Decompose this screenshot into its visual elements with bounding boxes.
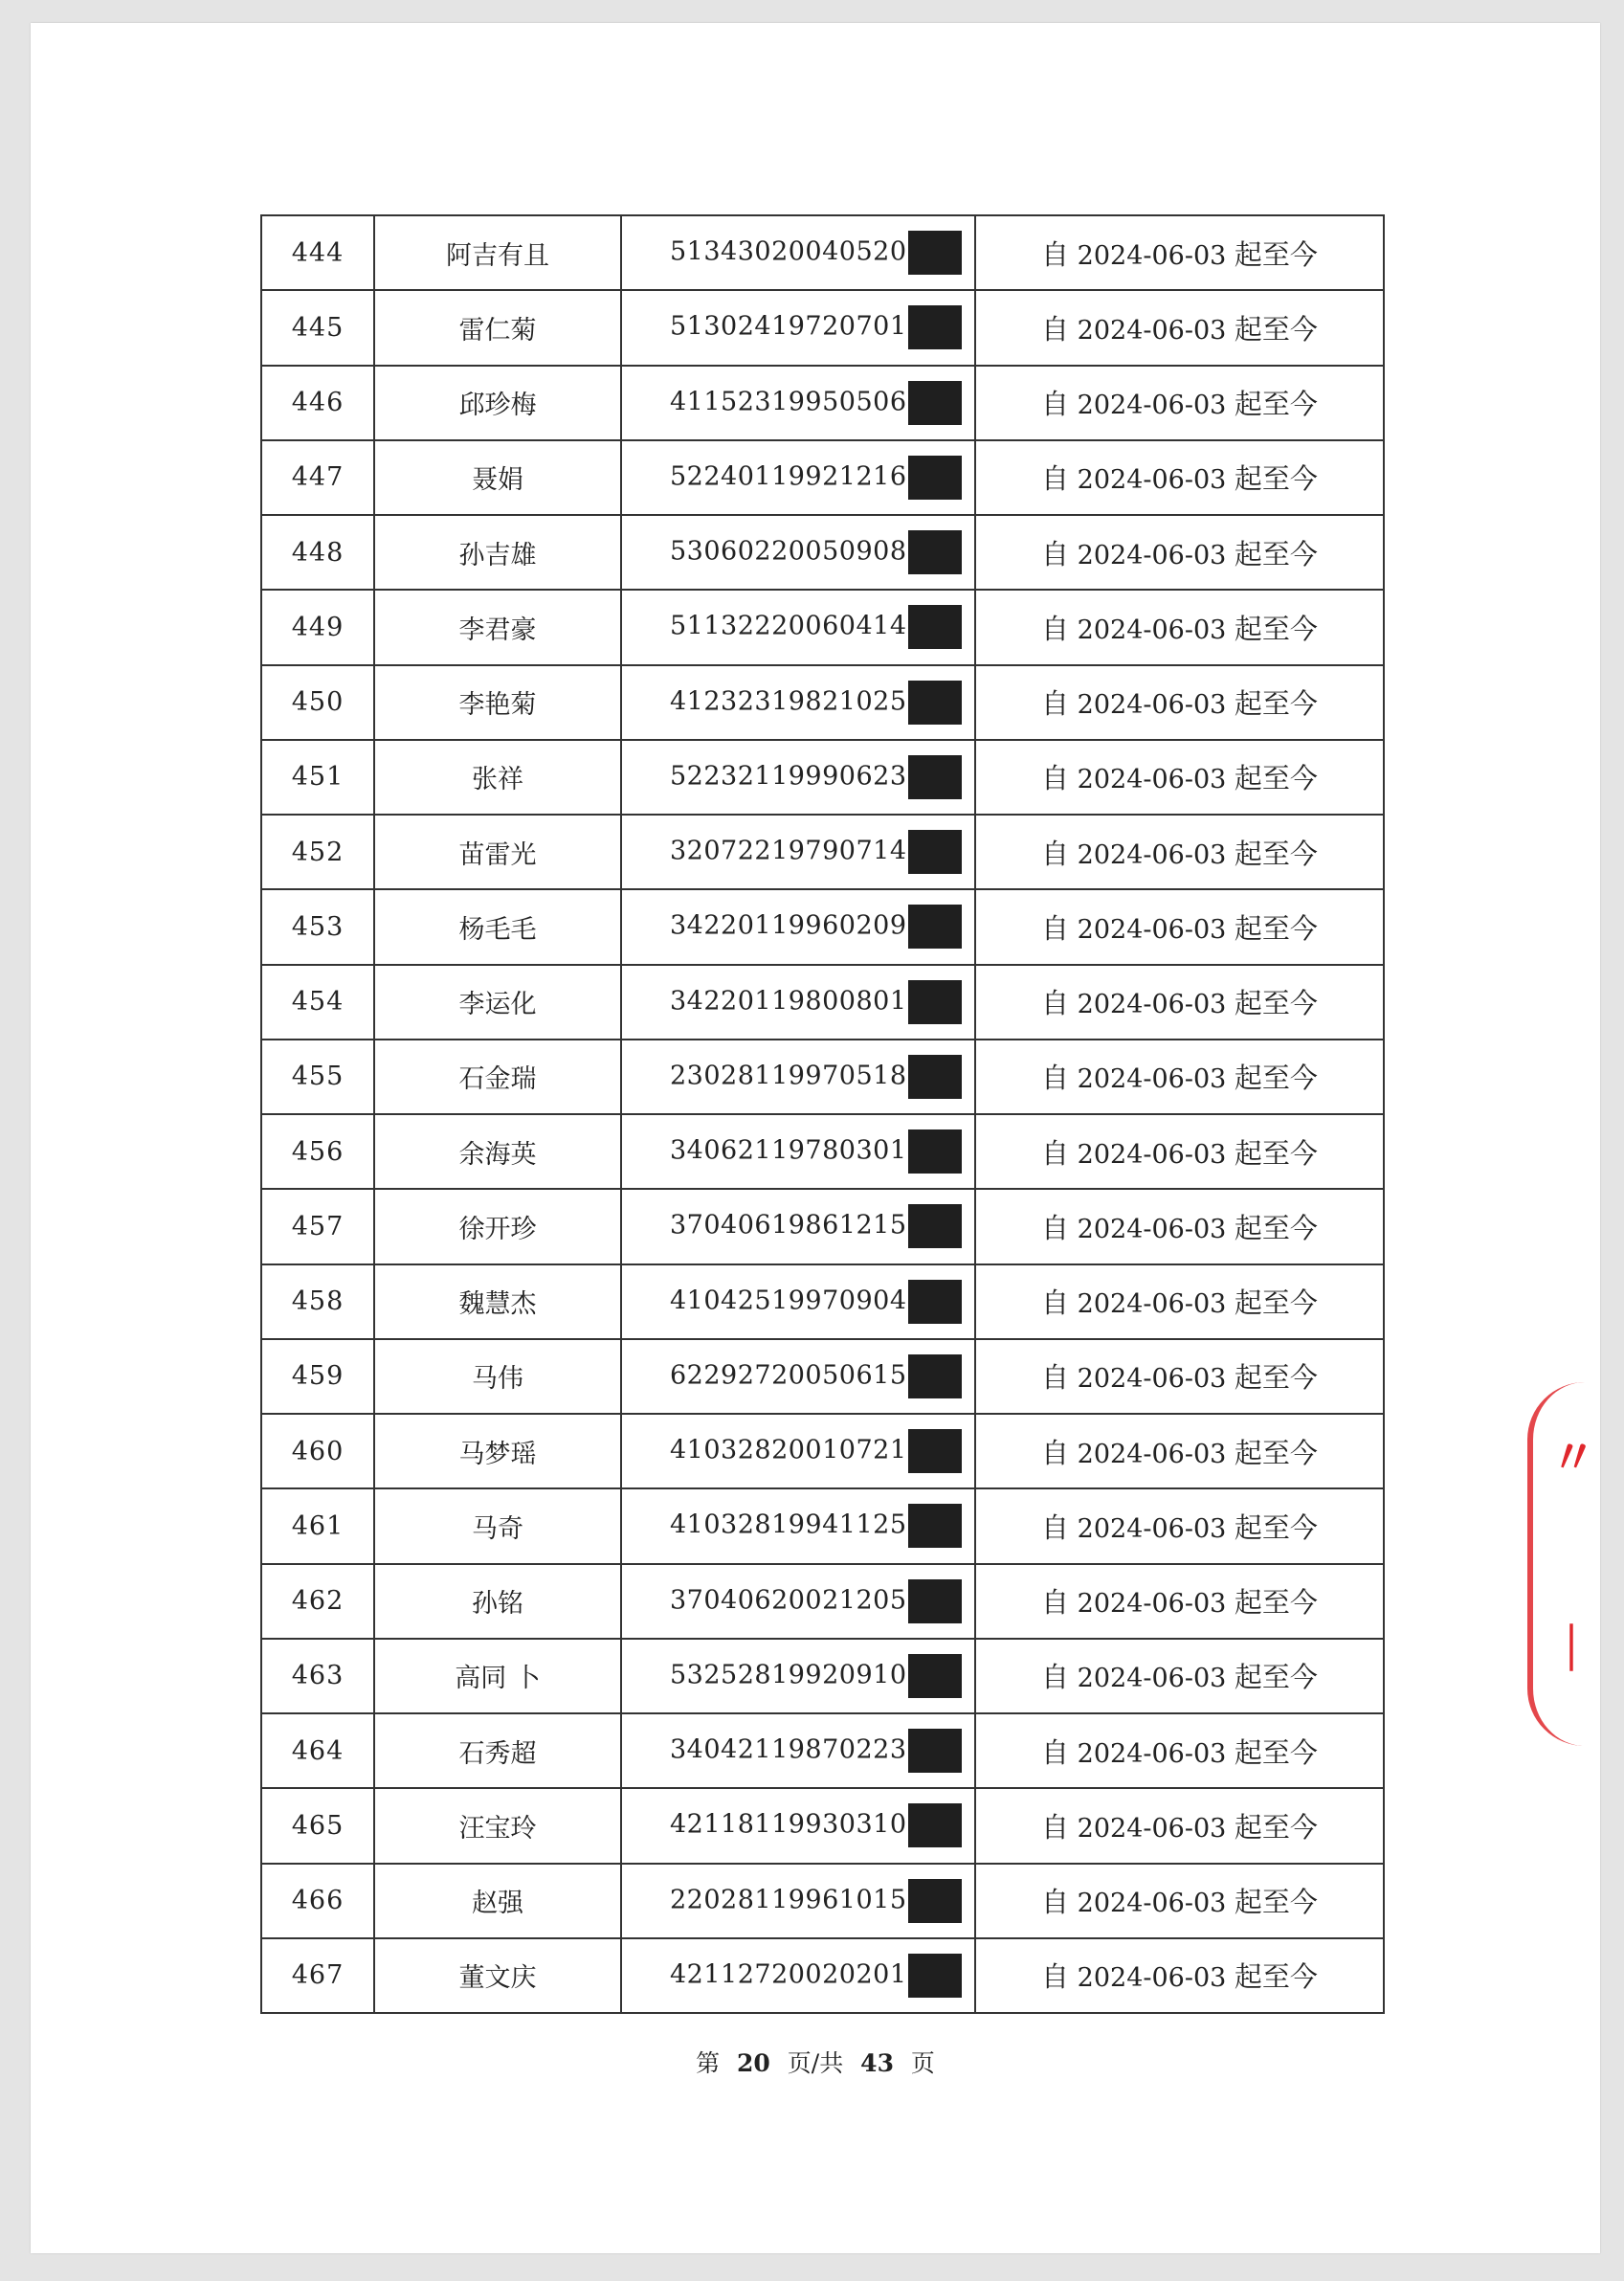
period-start-date: 2024-06-03	[1077, 1963, 1227, 1994]
period-cell	[975, 1189, 1384, 1263]
id-number-cell	[621, 889, 975, 964]
period-cell	[975, 815, 1384, 889]
person-name: 徐开珍	[374, 1189, 621, 1263]
period-start-date: 2024-06-03	[1077, 391, 1227, 421]
table-row	[261, 1564, 1384, 1639]
period-suffix: 起至今	[1234, 1211, 1318, 1244]
id-number-cell	[621, 290, 975, 365]
id-number-visible: 41032820010721	[670, 1435, 907, 1465]
person-name: 阿吉有且	[374, 215, 621, 290]
person-name: 高同 卜	[374, 1639, 621, 1713]
id-number-cell	[621, 440, 975, 515]
seal-fragment: 〃	[1549, 1431, 1596, 1485]
redaction-block	[908, 456, 962, 500]
row-number: 467	[261, 1938, 374, 2013]
table-row	[261, 1488, 1384, 1563]
table-row	[261, 1339, 1384, 1414]
period-cell	[975, 515, 1384, 590]
period-start-date: 2024-06-03	[1077, 839, 1227, 870]
roster-table	[260, 214, 1385, 2014]
id-number-cell	[621, 1189, 975, 1263]
id-number-cell	[621, 965, 975, 1040]
row-number: 452	[261, 815, 374, 889]
period-prefix: 自	[1041, 1136, 1070, 1170]
id-number-visible: 34042119870223	[670, 1734, 907, 1765]
id-number-visible: 41152319950506	[670, 387, 907, 417]
row-number: 453	[261, 889, 374, 964]
redaction-block	[908, 605, 962, 649]
redaction-block	[908, 1803, 962, 1847]
redaction-block	[908, 905, 962, 949]
table-row	[261, 1040, 1384, 1114]
person-name: 董文庆	[374, 1938, 621, 2013]
period-cell	[975, 665, 1384, 740]
period-cell	[975, 1114, 1384, 1189]
period-cell	[975, 1864, 1384, 1938]
period-start-date: 2024-06-03	[1077, 1513, 1227, 1544]
period-cell	[975, 440, 1384, 515]
current-page-number: 20	[737, 2049, 770, 2077]
row-number: 460	[261, 1414, 374, 1488]
row-number: 458	[261, 1264, 374, 1339]
row-number: 444	[261, 215, 374, 290]
period-start-date: 2024-06-03	[1077, 1589, 1227, 1620]
redaction-block	[908, 381, 962, 425]
redaction-block	[908, 980, 962, 1024]
person-name: 赵强	[374, 1864, 621, 1938]
table-row	[261, 815, 1384, 889]
id-number-visible: 32072219790714	[670, 836, 907, 866]
period-prefix: 自	[1041, 1586, 1070, 1620]
period-start-date: 2024-06-03	[1077, 1064, 1227, 1095]
id-number-cell	[621, 215, 975, 290]
person-name: 石金瑞	[374, 1040, 621, 1114]
redaction-block	[908, 1879, 962, 1923]
period-suffix: 起至今	[1234, 1286, 1318, 1320]
id-number-visible: 53252819920910	[670, 1660, 907, 1690]
period-prefix: 自	[1041, 462, 1070, 496]
period-prefix: 自	[1041, 1436, 1070, 1469]
person-name: 李运化	[374, 965, 621, 1040]
table-row	[261, 590, 1384, 664]
row-number: 448	[261, 515, 374, 590]
period-suffix: 起至今	[1234, 1136, 1318, 1170]
id-number-visible: 62292720050615	[670, 1360, 907, 1391]
period-suffix: 起至今	[1234, 1735, 1318, 1769]
row-number: 451	[261, 740, 374, 815]
period-suffix: 起至今	[1234, 1361, 1318, 1395]
id-number-cell	[621, 1114, 975, 1189]
period-suffix: 起至今	[1234, 837, 1318, 870]
period-cell	[975, 1040, 1384, 1114]
period-suffix: 起至今	[1234, 1586, 1318, 1620]
period-suffix: 起至今	[1234, 1960, 1318, 1994]
period-start-date: 2024-06-03	[1077, 240, 1227, 271]
period-prefix: 自	[1041, 388, 1070, 421]
period-prefix: 自	[1041, 687, 1070, 721]
redaction-block	[908, 1504, 962, 1548]
table-row	[261, 215, 1384, 290]
table-row	[261, 1414, 1384, 1488]
period-cell	[975, 1339, 1384, 1414]
roster-table-body	[261, 215, 1384, 2013]
document-page	[31, 23, 1600, 2253]
table-row	[261, 1788, 1384, 1863]
footer-suffix: 页	[910, 2049, 935, 2077]
period-cell	[975, 1488, 1384, 1563]
row-number: 457	[261, 1189, 374, 1263]
row-number: 454	[261, 965, 374, 1040]
redaction-block	[908, 1954, 962, 1998]
period-start-date: 2024-06-03	[1077, 765, 1227, 795]
person-name: 孙铭	[374, 1564, 621, 1639]
table-row	[261, 290, 1384, 365]
row-number: 459	[261, 1339, 374, 1414]
redaction-block	[908, 1204, 962, 1248]
row-number: 446	[261, 366, 374, 440]
id-number-cell	[621, 515, 975, 590]
footer-middle: 页/共	[787, 2049, 844, 2077]
period-cell	[975, 215, 1384, 290]
person-name: 马梦瑶	[374, 1414, 621, 1488]
period-suffix: 起至今	[1234, 1810, 1318, 1844]
row-number: 461	[261, 1488, 374, 1563]
period-suffix: 起至今	[1234, 1886, 1318, 1919]
period-start-date: 2024-06-03	[1077, 990, 1227, 1020]
period-suffix: 起至今	[1234, 537, 1318, 570]
id-number-cell	[621, 590, 975, 664]
table-row	[261, 366, 1384, 440]
period-start-date: 2024-06-03	[1077, 1664, 1227, 1694]
total-page-count: 43	[860, 2049, 894, 2077]
period-start-date: 2024-06-03	[1077, 914, 1227, 945]
table-row	[261, 1713, 1384, 1788]
period-cell	[975, 590, 1384, 664]
person-name: 马奇	[374, 1488, 621, 1563]
period-start-date: 2024-06-03	[1077, 540, 1227, 570]
period-suffix: 起至今	[1234, 612, 1318, 645]
period-suffix: 起至今	[1234, 1661, 1318, 1694]
redaction-block	[908, 681, 962, 725]
row-number: 445	[261, 290, 374, 365]
period-suffix: 起至今	[1234, 762, 1318, 795]
period-start-date: 2024-06-03	[1077, 465, 1227, 496]
table-row	[261, 965, 1384, 1040]
id-number-cell	[621, 366, 975, 440]
id-number-visible: 51343020040520	[670, 236, 907, 267]
redaction-block	[908, 231, 962, 275]
period-prefix: 自	[1041, 1886, 1070, 1919]
person-name: 汪宝玲	[374, 1788, 621, 1863]
id-number-cell	[621, 740, 975, 815]
period-cell	[975, 1564, 1384, 1639]
id-number-visible: 51132220060414	[670, 611, 907, 641]
row-number: 449	[261, 590, 374, 664]
period-prefix: 自	[1041, 1062, 1070, 1095]
row-number: 455	[261, 1040, 374, 1114]
person-name: 聂娟	[374, 440, 621, 515]
redaction-block	[908, 530, 962, 574]
person-name: 孙吉雄	[374, 515, 621, 590]
redaction-block	[908, 1579, 962, 1623]
period-start-date: 2024-06-03	[1077, 315, 1227, 346]
id-number-cell	[621, 1639, 975, 1713]
person-name: 苗雷光	[374, 815, 621, 889]
row-number: 462	[261, 1564, 374, 1639]
period-cell	[975, 1264, 1384, 1339]
person-name: 邱珍梅	[374, 366, 621, 440]
id-number-visible: 34062119780301	[670, 1135, 907, 1166]
period-suffix: 起至今	[1234, 462, 1318, 496]
person-name: 石秀超	[374, 1713, 621, 1788]
id-number-visible: 41042519970904	[670, 1286, 907, 1316]
period-suffix: 起至今	[1234, 1436, 1318, 1469]
period-prefix: 自	[1041, 1735, 1070, 1769]
period-start-date: 2024-06-03	[1077, 1439, 1227, 1469]
id-number-visible: 52232119990623	[670, 761, 907, 792]
footer-prefix: 第	[696, 2049, 721, 2077]
period-cell	[975, 1713, 1384, 1788]
period-cell	[975, 1788, 1384, 1863]
period-suffix: 起至今	[1234, 687, 1318, 721]
period-suffix: 起至今	[1234, 237, 1318, 271]
redaction-block	[908, 1654, 962, 1698]
id-number-cell	[621, 1864, 975, 1938]
table-row	[261, 1938, 1384, 2013]
period-prefix: 自	[1041, 1960, 1070, 1994]
person-name: 张祥	[374, 740, 621, 815]
redaction-block	[908, 830, 962, 874]
table-row	[261, 1864, 1384, 1938]
id-number-visible: 37040619861215	[670, 1210, 907, 1241]
period-prefix: 自	[1041, 911, 1070, 945]
period-start-date: 2024-06-03	[1077, 690, 1227, 721]
period-prefix: 自	[1041, 1810, 1070, 1844]
period-prefix: 自	[1041, 312, 1070, 346]
id-number-cell	[621, 1488, 975, 1563]
id-number-visible: 23028119970518	[670, 1061, 907, 1091]
id-number-visible: 53060220050908	[670, 536, 907, 567]
redaction-block	[908, 755, 962, 799]
person-name: 杨毛毛	[374, 889, 621, 964]
id-number-cell	[621, 1264, 975, 1339]
period-cell	[975, 889, 1384, 964]
id-number-cell	[621, 665, 975, 740]
redaction-block	[908, 1280, 962, 1324]
id-number-visible: 41232319821025	[670, 686, 907, 717]
redaction-block	[908, 1055, 962, 1099]
period-prefix: 自	[1041, 612, 1070, 645]
id-number-cell	[621, 815, 975, 889]
period-prefix: 自	[1041, 762, 1070, 795]
person-name: 李君豪	[374, 590, 621, 664]
id-number-visible: 37040620021205	[670, 1585, 907, 1616]
period-prefix: 自	[1041, 1510, 1070, 1544]
table-row	[261, 1189, 1384, 1263]
period-start-date: 2024-06-03	[1077, 615, 1227, 645]
person-name: 余海英	[374, 1114, 621, 1189]
person-name: 马伟	[374, 1339, 621, 1414]
period-prefix: 自	[1041, 1211, 1070, 1244]
redaction-block	[908, 305, 962, 349]
period-cell	[975, 965, 1384, 1040]
period-start-date: 2024-06-03	[1077, 1289, 1227, 1320]
person-name: 魏慧杰	[374, 1264, 621, 1339]
period-prefix: 自	[1041, 537, 1070, 570]
period-suffix: 起至今	[1234, 388, 1318, 421]
row-number: 464	[261, 1713, 374, 1788]
period-prefix: 自	[1041, 1361, 1070, 1395]
id-number-cell	[621, 1414, 975, 1488]
period-suffix: 起至今	[1234, 1510, 1318, 1544]
row-number: 466	[261, 1864, 374, 1938]
redaction-block	[908, 1729, 962, 1773]
redaction-block	[908, 1429, 962, 1473]
id-number-visible: 22028119961015	[670, 1885, 907, 1915]
period-suffix: 起至今	[1234, 1062, 1318, 1095]
period-cell	[975, 1639, 1384, 1713]
seal-fragment: ｜	[1547, 1622, 1594, 1676]
row-number: 456	[261, 1114, 374, 1189]
id-number-visible: 51302419720701	[670, 311, 907, 342]
period-start-date: 2024-06-03	[1077, 1214, 1227, 1244]
row-number: 447	[261, 440, 374, 515]
period-suffix: 起至今	[1234, 312, 1318, 346]
row-number: 450	[261, 665, 374, 740]
period-cell	[975, 1938, 1384, 2013]
table-row	[261, 889, 1384, 964]
person-name: 李艳菊	[374, 665, 621, 740]
period-cell	[975, 740, 1384, 815]
id-number-cell	[621, 1040, 975, 1114]
id-number-visible: 41032819941125	[670, 1509, 907, 1540]
period-prefix: 自	[1041, 1286, 1070, 1320]
id-number-visible: 42118119930310	[670, 1809, 907, 1840]
period-cell	[975, 366, 1384, 440]
table-row	[261, 1264, 1384, 1339]
id-number-cell	[621, 1564, 975, 1639]
period-suffix: 起至今	[1234, 911, 1318, 945]
table-row	[261, 665, 1384, 740]
person-name: 雷仁菊	[374, 290, 621, 365]
id-number-visible: 42112720020201	[670, 1959, 907, 1990]
id-number-cell	[621, 1788, 975, 1863]
row-number: 463	[261, 1639, 374, 1713]
period-prefix: 自	[1041, 987, 1070, 1020]
id-number-cell	[621, 1713, 975, 1788]
period-start-date: 2024-06-03	[1077, 1813, 1227, 1844]
id-number-visible: 34220119960209	[670, 910, 907, 941]
period-start-date: 2024-06-03	[1077, 1364, 1227, 1395]
table-row	[261, 1114, 1384, 1189]
id-number-cell	[621, 1339, 975, 1414]
redaction-block	[908, 1354, 962, 1398]
period-suffix: 起至今	[1234, 987, 1318, 1020]
table-row	[261, 1639, 1384, 1713]
table-row	[261, 440, 1384, 515]
id-number-visible: 34220119800801	[670, 986, 907, 1017]
period-start-date: 2024-06-03	[1077, 1139, 1227, 1170]
period-start-date: 2024-06-03	[1077, 1889, 1227, 1919]
table-row	[261, 515, 1384, 590]
id-number-visible: 52240119921216	[670, 461, 907, 492]
period-cell	[975, 290, 1384, 365]
redaction-block	[908, 1129, 962, 1174]
period-prefix: 自	[1041, 237, 1070, 271]
id-number-cell	[621, 1938, 975, 2013]
period-prefix: 自	[1041, 1661, 1070, 1694]
period-prefix: 自	[1041, 837, 1070, 870]
period-cell	[975, 1414, 1384, 1488]
row-number: 465	[261, 1788, 374, 1863]
period-start-date: 2024-06-03	[1077, 1738, 1227, 1769]
table-row	[261, 740, 1384, 815]
page-footer	[31, 2045, 1600, 2079]
